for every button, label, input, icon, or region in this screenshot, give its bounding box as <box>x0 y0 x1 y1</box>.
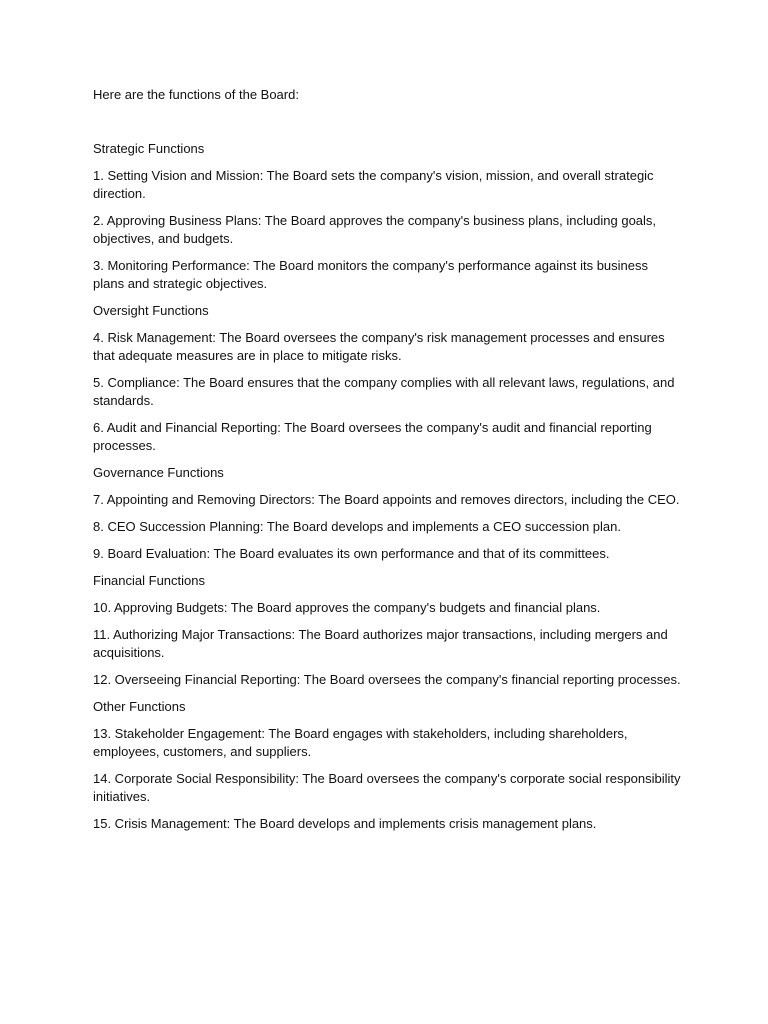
document-page <box>93 86 681 842</box>
section-financial-functions <box>93 572 681 689</box>
list-item: 8. CEO Succession Planning: The Board develops and implements a CEO succession plan. <box>93 519 621 534</box>
list-item: 6. Audit and Financial Reporting: The Board oversees the company's audit and financial reporting processes. <box>93 420 652 453</box>
section-heading: Strategic Functions <box>93 141 205 156</box>
list-item: 14. Corporate Social Responsibility: The Board oversees the company's corporate social responsibility initiatives. <box>93 771 681 804</box>
section-governance-functions <box>93 464 681 563</box>
list-item: 3. Monitoring Performance: The Board monitors the company's performance against its business plans and strategic objectives. <box>93 258 649 291</box>
list-item: 1. Setting Vision and Mission: The Board sets the company's vision, mission, and overall strategic direction. <box>93 168 654 201</box>
list-item: 12. Overseeing Financial Reporting: The Board oversees the company's financial reporting processes. <box>93 672 681 687</box>
section-heading: Governance Functions <box>93 465 224 480</box>
section-heading: Financial Functions <box>93 573 205 588</box>
section-heading: Other Functions <box>93 699 186 714</box>
list-item: 10. Approving Budgets: The Board approves the company's budgets and financial plans. <box>93 600 601 615</box>
list-item: 2. Approving Business Plans: The Board approves the company's business plans, including goals, objectives, and budgets. <box>93 213 657 246</box>
list-item: 5. Compliance: The Board ensures that the company complies with all relevant laws, regulations, and standards. <box>93 375 675 408</box>
list-item: 15. Crisis Management: The Board develops and implements crisis management plans. <box>93 816 597 831</box>
list-item: 11. Authorizing Major Transactions: The Board authorizes major transactions, including mergers and acquisitions. <box>93 627 668 660</box>
section-other-functions <box>93 698 681 833</box>
document-intro: Here are the functions of the Board: <box>93 87 299 102</box>
list-item: 4. Risk Management: The Board oversees the company's risk management processes and ensures that adequate measures are in place to mitigate risks. <box>93 330 665 363</box>
section-strategic-functions <box>93 140 681 293</box>
section-oversight-functions <box>93 302 681 455</box>
list-item: 9. Board Evaluation: The Board evaluates its own performance and that of its committees. <box>93 546 610 561</box>
list-item: 7. Appointing and Removing Directors: The Board appoints and removes directors, including the CEO. <box>93 492 680 507</box>
section-heading: Oversight Functions <box>93 303 209 318</box>
list-item: 13. Stakeholder Engagement: The Board engages with stakeholders, including shareholders, employees, customers, and suppliers. <box>93 726 628 759</box>
